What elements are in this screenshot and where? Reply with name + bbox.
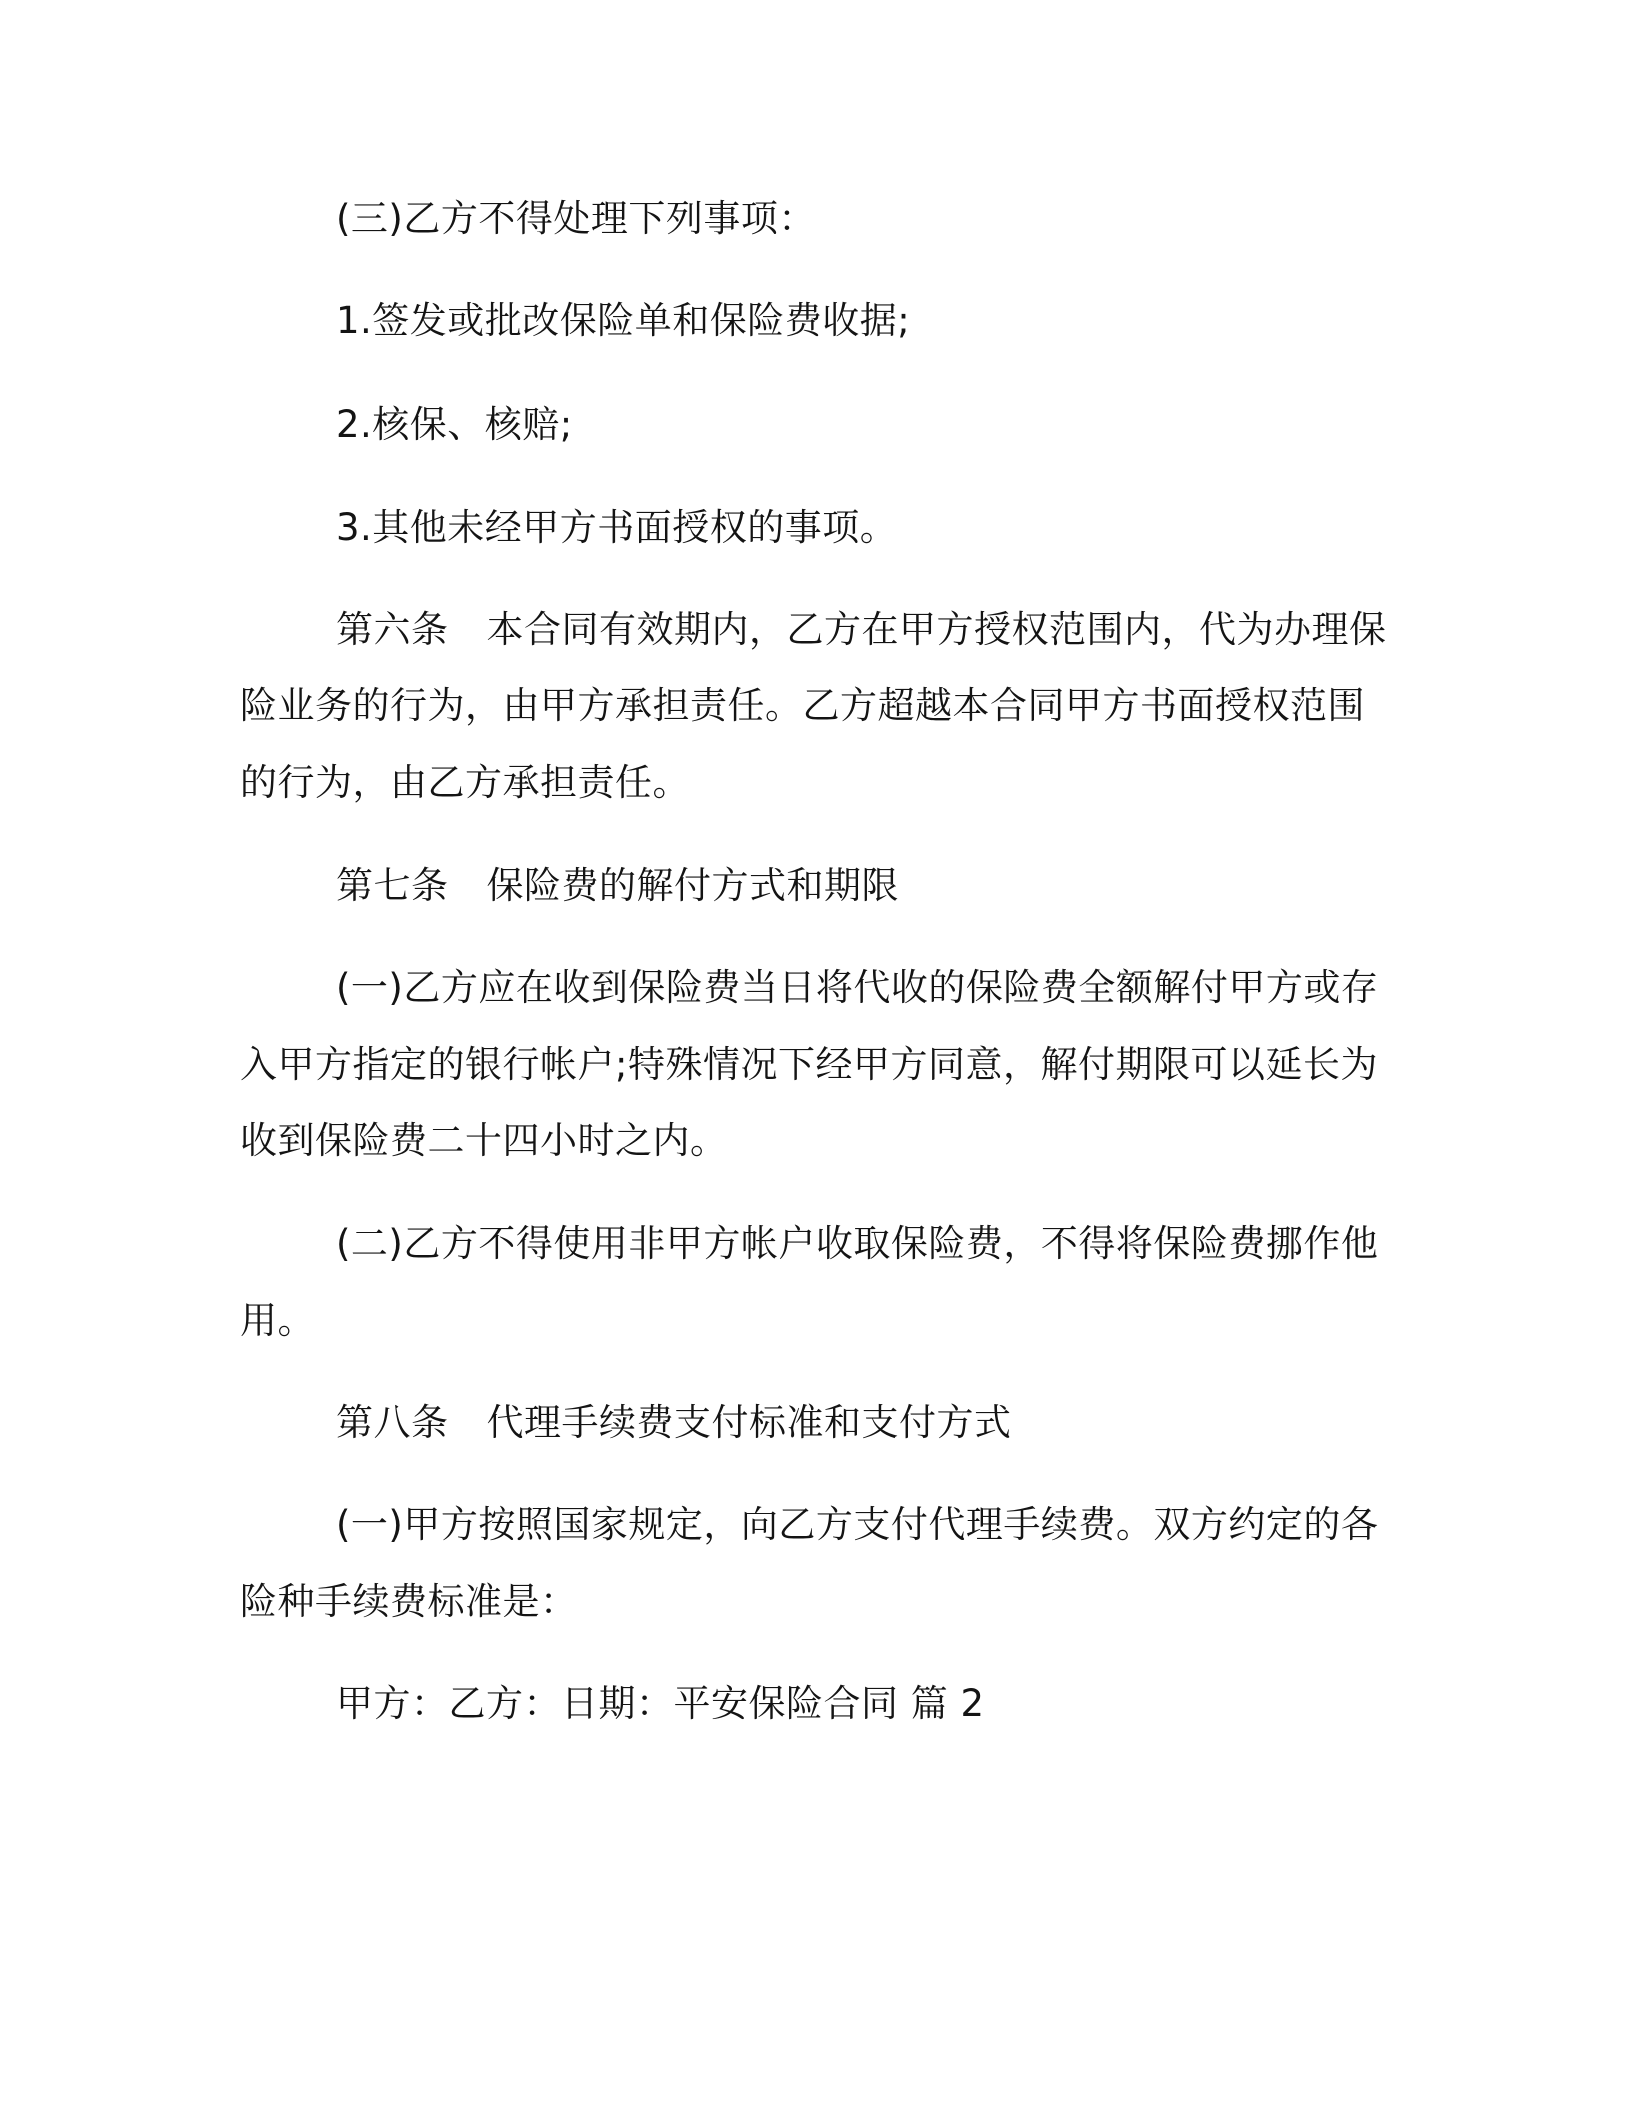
- article-7-title: 保险费的解付方式和期限: [486, 864, 899, 907]
- paragraph-line: 的行为，由乙方承担责任。: [240, 761, 690, 804]
- paragraph-line: 入甲方指定的银行帐户;特殊情况下经甲方同意，解付期限可以延长为: [240, 1043, 1378, 1086]
- article-7-label: 第七条: [336, 864, 449, 907]
- clause-3-heading: (三)乙方不得处理下列事项：: [336, 197, 816, 240]
- paragraph-line: 险业务的行为，由甲方承担责任。乙方超越本合同甲方书面授权范围: [240, 684, 1365, 727]
- paragraph-line: (二)乙方不得使用非甲方帐户收取保险费，不得将保险费挪作他: [336, 1222, 1379, 1265]
- paragraph-line: (一)乙方应在收到保险费当日将代收的保险费全额解付甲方或存: [336, 966, 1379, 1009]
- list-item: 1.签发或批改保险单和保险费收据;: [336, 299, 911, 342]
- paragraph-line: 收到保险费二十四小时之内。: [240, 1119, 728, 1162]
- list-item: 3.其他未经甲方书面授权的事项。: [336, 506, 898, 549]
- paragraph-line: 险种手续费标准是：: [240, 1580, 578, 1623]
- article-6-label: 第六条: [336, 608, 449, 651]
- article-8-heading: [336, 1384, 1496, 1462]
- signature-line: 甲方：乙方：日期：平安保险合同 篇 2: [336, 1682, 985, 1725]
- article-8-title: 代理手续费支付标准和支付方式: [486, 1401, 1012, 1444]
- paragraph-line: 用。: [240, 1299, 315, 1342]
- article-8-label: 第八条: [336, 1401, 449, 1444]
- article-6-text: 本合同有效期内，乙方在甲方授权范围内，代为办理保: [486, 608, 1387, 651]
- article-6-first-line: [336, 591, 1496, 669]
- article-7-heading: [336, 847, 1496, 925]
- list-item: 2.核保、核赔;: [336, 403, 573, 446]
- paragraph-line: (一)甲方按照国家规定，向乙方支付代理手续费。双方约定的各: [336, 1503, 1379, 1546]
